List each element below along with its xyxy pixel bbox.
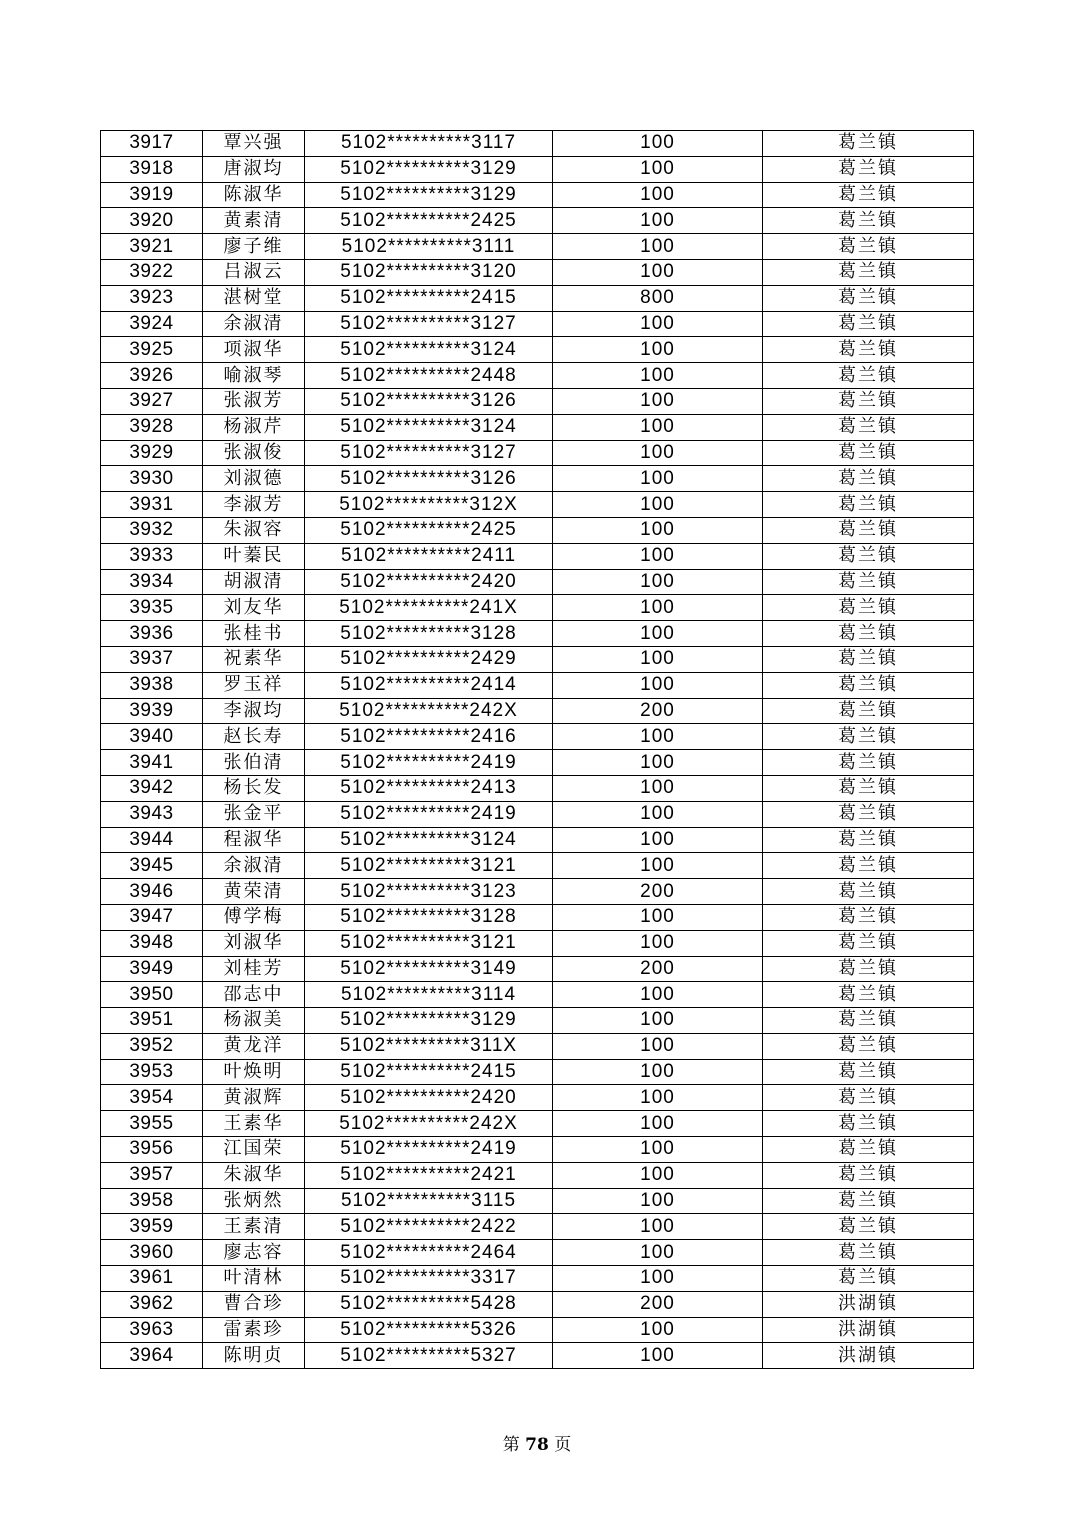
cell-id-number: 5102**********2419 xyxy=(305,801,553,827)
cell-seq-no: 3957 xyxy=(101,1162,203,1188)
cell-name: 赵长寿 xyxy=(203,724,305,750)
cell-amount: 100 xyxy=(553,827,763,853)
cell-seq-no: 3921 xyxy=(101,234,203,260)
table-row xyxy=(101,388,974,414)
cell-seq-no: 3960 xyxy=(101,1240,203,1266)
cell-town: 葛兰镇 xyxy=(763,440,974,466)
cell-id-number: 5102**********3127 xyxy=(305,311,553,337)
cell-amount: 100 xyxy=(553,156,763,182)
cell-amount: 100 xyxy=(553,1111,763,1137)
cell-town: 葛兰镇 xyxy=(763,337,974,363)
cell-amount: 100 xyxy=(553,414,763,440)
cell-town: 葛兰镇 xyxy=(763,259,974,285)
cell-seq-no: 3924 xyxy=(101,311,203,337)
cell-town: 葛兰镇 xyxy=(763,646,974,672)
cell-amount: 100 xyxy=(553,775,763,801)
cell-name: 吕淑云 xyxy=(203,259,305,285)
cell-name: 余淑清 xyxy=(203,853,305,879)
cell-id-number: 5102**********3120 xyxy=(305,259,553,285)
table-row xyxy=(101,492,974,518)
cell-id-number: 5102**********3121 xyxy=(305,853,553,879)
cell-id-number: 5102**********2448 xyxy=(305,363,553,389)
table-row xyxy=(101,234,974,260)
cell-seq-no: 3956 xyxy=(101,1137,203,1163)
cell-name: 程淑华 xyxy=(203,827,305,853)
cell-id-number: 5102**********5428 xyxy=(305,1291,553,1317)
cell-id-number: 5102**********2413 xyxy=(305,775,553,801)
table-row xyxy=(101,440,974,466)
table-row xyxy=(101,827,974,853)
cell-amount: 100 xyxy=(553,1343,763,1369)
cell-seq-no: 3946 xyxy=(101,879,203,905)
cell-seq-no: 3932 xyxy=(101,517,203,543)
cell-amount: 100 xyxy=(553,388,763,414)
cell-id-number: 5102**********2414 xyxy=(305,672,553,698)
table-row xyxy=(101,595,974,621)
cell-name: 王素清 xyxy=(203,1214,305,1240)
cell-seq-no: 3928 xyxy=(101,414,203,440)
cell-seq-no: 3963 xyxy=(101,1317,203,1343)
cell-seq-no: 3926 xyxy=(101,363,203,389)
cell-id-number: 5102**********3126 xyxy=(305,388,553,414)
cell-seq-no: 3955 xyxy=(101,1111,203,1137)
cell-name: 杨淑芹 xyxy=(203,414,305,440)
table-row xyxy=(101,1240,974,1266)
cell-seq-no: 3962 xyxy=(101,1291,203,1317)
cell-id-number: 5102**********2429 xyxy=(305,646,553,672)
cell-seq-no: 3933 xyxy=(101,543,203,569)
cell-town: 葛兰镇 xyxy=(763,879,974,905)
cell-town: 葛兰镇 xyxy=(763,724,974,750)
cell-seq-no: 3937 xyxy=(101,646,203,672)
table-row xyxy=(101,131,974,157)
cell-id-number: 5102**********3114 xyxy=(305,982,553,1008)
cell-town: 葛兰镇 xyxy=(763,750,974,776)
cell-amount: 100 xyxy=(553,853,763,879)
table-row xyxy=(101,930,974,956)
cell-seq-no: 3929 xyxy=(101,440,203,466)
cell-id-number: 5102**********3124 xyxy=(305,414,553,440)
cell-id-number: 5102**********3117 xyxy=(305,131,553,157)
cell-seq-no: 3919 xyxy=(101,182,203,208)
cell-seq-no: 3954 xyxy=(101,1085,203,1111)
cell-amount: 100 xyxy=(553,543,763,569)
table-row xyxy=(101,1008,974,1034)
cell-id-number: 5102**********2415 xyxy=(305,1059,553,1085)
cell-seq-no: 3917 xyxy=(101,131,203,157)
cell-id-number: 5102**********3111 xyxy=(305,234,553,260)
cell-amount: 100 xyxy=(553,337,763,363)
table-row xyxy=(101,1291,974,1317)
table-row xyxy=(101,956,974,982)
cell-id-number: 5102**********3121 xyxy=(305,930,553,956)
cell-town: 葛兰镇 xyxy=(763,827,974,853)
cell-town: 葛兰镇 xyxy=(763,285,974,311)
cell-id-number: 5102**********3126 xyxy=(305,466,553,492)
table-row xyxy=(101,724,974,750)
cell-id-number: 5102**********3128 xyxy=(305,621,553,647)
beneficiary-table xyxy=(100,130,974,1369)
cell-town: 葛兰镇 xyxy=(763,363,974,389)
cell-name: 邵志中 xyxy=(203,982,305,1008)
cell-name: 曹合珍 xyxy=(203,1291,305,1317)
cell-id-number: 5102**********2419 xyxy=(305,750,553,776)
cell-amount: 100 xyxy=(553,982,763,1008)
cell-name: 喻淑琴 xyxy=(203,363,305,389)
cell-town: 洪湖镇 xyxy=(763,1343,974,1369)
cell-amount: 100 xyxy=(553,595,763,621)
cell-seq-no: 3925 xyxy=(101,337,203,363)
cell-id-number: 5102**********242X xyxy=(305,698,553,724)
table-row xyxy=(101,1317,974,1343)
cell-name: 湛树堂 xyxy=(203,285,305,311)
cell-id-number: 5102**********3129 xyxy=(305,1008,553,1034)
cell-amount: 200 xyxy=(553,698,763,724)
cell-town: 葛兰镇 xyxy=(763,388,974,414)
cell-town: 葛兰镇 xyxy=(763,182,974,208)
cell-seq-no: 3959 xyxy=(101,1214,203,1240)
cell-name: 廖子维 xyxy=(203,234,305,260)
cell-seq-no: 3920 xyxy=(101,208,203,234)
cell-id-number: 5102**********2411 xyxy=(305,543,553,569)
cell-seq-no: 3931 xyxy=(101,492,203,518)
table-body xyxy=(101,131,974,1369)
cell-seq-no: 3918 xyxy=(101,156,203,182)
cell-town: 洪湖镇 xyxy=(763,1291,974,1317)
cell-seq-no: 3948 xyxy=(101,930,203,956)
table-row xyxy=(101,750,974,776)
cell-name: 王素华 xyxy=(203,1111,305,1137)
cell-amount: 100 xyxy=(553,750,763,776)
cell-id-number: 5102**********2422 xyxy=(305,1214,553,1240)
cell-id-number: 5102**********2420 xyxy=(305,1085,553,1111)
cell-seq-no: 3947 xyxy=(101,904,203,930)
cell-name: 陈明贞 xyxy=(203,1343,305,1369)
cell-id-number: 5102**********3124 xyxy=(305,827,553,853)
cell-amount: 100 xyxy=(553,1317,763,1343)
cell-amount: 100 xyxy=(553,466,763,492)
cell-amount: 100 xyxy=(553,621,763,647)
cell-amount: 100 xyxy=(553,363,763,389)
cell-name: 廖志容 xyxy=(203,1240,305,1266)
cell-amount: 100 xyxy=(553,311,763,337)
table-row xyxy=(101,1266,974,1292)
cell-town: 葛兰镇 xyxy=(763,466,974,492)
cell-id-number: 5102**********3317 xyxy=(305,1266,553,1292)
cell-name: 傅学梅 xyxy=(203,904,305,930)
cell-seq-no: 3953 xyxy=(101,1059,203,1085)
cell-name: 叶焕明 xyxy=(203,1059,305,1085)
cell-amount: 100 xyxy=(553,1162,763,1188)
cell-name: 朱淑华 xyxy=(203,1162,305,1188)
cell-town: 葛兰镇 xyxy=(763,956,974,982)
cell-id-number: 5102**********2464 xyxy=(305,1240,553,1266)
table-row xyxy=(101,182,974,208)
cell-amount: 100 xyxy=(553,131,763,157)
cell-seq-no: 3950 xyxy=(101,982,203,1008)
table-row xyxy=(101,363,974,389)
table-row xyxy=(101,698,974,724)
table-row xyxy=(101,1343,974,1369)
cell-amount: 200 xyxy=(553,879,763,905)
cell-seq-no: 3938 xyxy=(101,672,203,698)
table-row xyxy=(101,1137,974,1163)
cell-id-number: 5102**********2415 xyxy=(305,285,553,311)
cell-amount: 100 xyxy=(553,1266,763,1292)
cell-name: 黄荣清 xyxy=(203,879,305,905)
cell-name: 叶蓁民 xyxy=(203,543,305,569)
cell-name: 刘桂芳 xyxy=(203,956,305,982)
cell-name: 刘淑德 xyxy=(203,466,305,492)
cell-name: 唐淑均 xyxy=(203,156,305,182)
cell-id-number: 5102**********2425 xyxy=(305,208,553,234)
cell-id-number: 5102**********2421 xyxy=(305,1162,553,1188)
cell-seq-no: 3930 xyxy=(101,466,203,492)
cell-seq-no: 3940 xyxy=(101,724,203,750)
cell-amount: 100 xyxy=(553,1059,763,1085)
page-label-prefix: 第 xyxy=(502,1435,520,1455)
cell-town: 葛兰镇 xyxy=(763,1137,974,1163)
cell-seq-no: 3958 xyxy=(101,1188,203,1214)
table-row xyxy=(101,1111,974,1137)
table-row xyxy=(101,1059,974,1085)
cell-amount: 100 xyxy=(553,492,763,518)
cell-town: 葛兰镇 xyxy=(763,1188,974,1214)
cell-name: 罗玉祥 xyxy=(203,672,305,698)
cell-town: 葛兰镇 xyxy=(763,904,974,930)
cell-name: 张淑俊 xyxy=(203,440,305,466)
cell-id-number: 5102**********241X xyxy=(305,595,553,621)
cell-town: 葛兰镇 xyxy=(763,1085,974,1111)
table-row xyxy=(101,569,974,595)
page-footer xyxy=(0,1430,1074,1455)
cell-amount: 100 xyxy=(553,440,763,466)
cell-id-number: 5102**********3124 xyxy=(305,337,553,363)
cell-seq-no: 3935 xyxy=(101,595,203,621)
cell-town: 葛兰镇 xyxy=(763,1214,974,1240)
cell-name: 张淑芳 xyxy=(203,388,305,414)
table-row xyxy=(101,775,974,801)
table-row xyxy=(101,1214,974,1240)
cell-name: 张炳然 xyxy=(203,1188,305,1214)
cell-seq-no: 3945 xyxy=(101,853,203,879)
cell-town: 葛兰镇 xyxy=(763,982,974,1008)
cell-name: 胡淑清 xyxy=(203,569,305,595)
table-row xyxy=(101,311,974,337)
table-row xyxy=(101,1085,974,1111)
cell-amount: 100 xyxy=(553,1008,763,1034)
cell-seq-no: 3964 xyxy=(101,1343,203,1369)
table-row xyxy=(101,1188,974,1214)
cell-amount: 100 xyxy=(553,1085,763,1111)
cell-town: 葛兰镇 xyxy=(763,1266,974,1292)
cell-amount: 100 xyxy=(553,234,763,260)
cell-name: 黄龙洋 xyxy=(203,1033,305,1059)
cell-seq-no: 3952 xyxy=(101,1033,203,1059)
cell-seq-no: 3923 xyxy=(101,285,203,311)
cell-id-number: 5102**********311X xyxy=(305,1033,553,1059)
cell-town: 葛兰镇 xyxy=(763,621,974,647)
cell-amount: 100 xyxy=(553,182,763,208)
cell-amount: 100 xyxy=(553,801,763,827)
cell-name: 张伯清 xyxy=(203,750,305,776)
cell-amount: 100 xyxy=(553,1240,763,1266)
table-row xyxy=(101,259,974,285)
cell-town: 葛兰镇 xyxy=(763,234,974,260)
cell-name: 祝素华 xyxy=(203,646,305,672)
cell-town: 葛兰镇 xyxy=(763,1111,974,1137)
cell-seq-no: 3942 xyxy=(101,775,203,801)
cell-name: 张金平 xyxy=(203,801,305,827)
cell-id-number: 5102**********3149 xyxy=(305,956,553,982)
table-row xyxy=(101,543,974,569)
table-row xyxy=(101,621,974,647)
table-row xyxy=(101,414,974,440)
cell-amount: 100 xyxy=(553,517,763,543)
cell-seq-no: 3927 xyxy=(101,388,203,414)
cell-amount: 100 xyxy=(553,904,763,930)
cell-amount: 100 xyxy=(553,1214,763,1240)
cell-name: 李淑芳 xyxy=(203,492,305,518)
cell-id-number: 5102**********5326 xyxy=(305,1317,553,1343)
cell-town: 葛兰镇 xyxy=(763,930,974,956)
cell-name: 张桂书 xyxy=(203,621,305,647)
table-row xyxy=(101,517,974,543)
cell-town: 葛兰镇 xyxy=(763,1059,974,1085)
table-row xyxy=(101,853,974,879)
cell-id-number: 5102**********3129 xyxy=(305,156,553,182)
cell-name: 陈淑华 xyxy=(203,182,305,208)
cell-seq-no: 3943 xyxy=(101,801,203,827)
cell-town: 葛兰镇 xyxy=(763,517,974,543)
cell-amount: 100 xyxy=(553,259,763,285)
cell-name: 李淑均 xyxy=(203,698,305,724)
cell-amount: 100 xyxy=(553,930,763,956)
cell-town: 葛兰镇 xyxy=(763,569,974,595)
cell-town: 葛兰镇 xyxy=(763,853,974,879)
cell-amount: 200 xyxy=(553,1291,763,1317)
table-row xyxy=(101,646,974,672)
cell-id-number: 5102**********242X xyxy=(305,1111,553,1137)
cell-town: 葛兰镇 xyxy=(763,775,974,801)
page-number: 78 xyxy=(525,1435,549,1455)
cell-name: 朱淑容 xyxy=(203,517,305,543)
cell-seq-no: 3939 xyxy=(101,698,203,724)
table-row xyxy=(101,801,974,827)
table-row xyxy=(101,879,974,905)
cell-town: 葛兰镇 xyxy=(763,1033,974,1059)
cell-amount: 800 xyxy=(553,285,763,311)
cell-town: 葛兰镇 xyxy=(763,208,974,234)
cell-town: 洪湖镇 xyxy=(763,1317,974,1343)
cell-id-number: 5102**********3127 xyxy=(305,440,553,466)
cell-amount: 100 xyxy=(553,646,763,672)
cell-name: 刘淑华 xyxy=(203,930,305,956)
cell-town: 葛兰镇 xyxy=(763,543,974,569)
table-row xyxy=(101,208,974,234)
cell-town: 葛兰镇 xyxy=(763,414,974,440)
cell-town: 葛兰镇 xyxy=(763,131,974,157)
cell-amount: 200 xyxy=(553,956,763,982)
table-row xyxy=(101,466,974,492)
cell-name: 覃兴强 xyxy=(203,131,305,157)
cell-name: 江国荣 xyxy=(203,1137,305,1163)
cell-id-number: 5102**********2420 xyxy=(305,569,553,595)
table-row xyxy=(101,337,974,363)
cell-seq-no: 3951 xyxy=(101,1008,203,1034)
cell-id-number: 5102**********5327 xyxy=(305,1343,553,1369)
cell-name: 刘友华 xyxy=(203,595,305,621)
cell-town: 葛兰镇 xyxy=(763,801,974,827)
cell-id-number: 5102**********3128 xyxy=(305,904,553,930)
cell-id-number: 5102**********3129 xyxy=(305,182,553,208)
cell-name: 雷素珍 xyxy=(203,1317,305,1343)
cell-seq-no: 3949 xyxy=(101,956,203,982)
cell-seq-no: 3944 xyxy=(101,827,203,853)
cell-name: 余淑清 xyxy=(203,311,305,337)
cell-name: 叶清林 xyxy=(203,1266,305,1292)
cell-amount: 100 xyxy=(553,724,763,750)
cell-name: 杨长发 xyxy=(203,775,305,801)
cell-town: 葛兰镇 xyxy=(763,492,974,518)
table-row xyxy=(101,672,974,698)
cell-id-number: 5102**********2425 xyxy=(305,517,553,543)
cell-name: 项淑华 xyxy=(203,337,305,363)
cell-name: 黄素清 xyxy=(203,208,305,234)
cell-town: 葛兰镇 xyxy=(763,672,974,698)
cell-amount: 100 xyxy=(553,1137,763,1163)
table-row xyxy=(101,904,974,930)
cell-amount: 100 xyxy=(553,672,763,698)
cell-seq-no: 3961 xyxy=(101,1266,203,1292)
cell-id-number: 5102**********3115 xyxy=(305,1188,553,1214)
cell-town: 葛兰镇 xyxy=(763,595,974,621)
cell-town: 葛兰镇 xyxy=(763,311,974,337)
table-row xyxy=(101,1162,974,1188)
cell-seq-no: 3922 xyxy=(101,259,203,285)
cell-name: 杨淑美 xyxy=(203,1008,305,1034)
cell-town: 葛兰镇 xyxy=(763,1008,974,1034)
table-row xyxy=(101,982,974,1008)
cell-amount: 100 xyxy=(553,1188,763,1214)
cell-amount: 100 xyxy=(553,208,763,234)
table-row xyxy=(101,285,974,311)
cell-id-number: 5102**********2416 xyxy=(305,724,553,750)
cell-seq-no: 3941 xyxy=(101,750,203,776)
cell-id-number: 5102**********2419 xyxy=(305,1137,553,1163)
cell-id-number: 5102**********312X xyxy=(305,492,553,518)
cell-name: 黄淑辉 xyxy=(203,1085,305,1111)
table-row xyxy=(101,156,974,182)
cell-town: 葛兰镇 xyxy=(763,1240,974,1266)
table-row xyxy=(101,1033,974,1059)
cell-town: 葛兰镇 xyxy=(763,698,974,724)
page-label-suffix: 页 xyxy=(554,1435,572,1455)
cell-seq-no: 3936 xyxy=(101,621,203,647)
cell-seq-no: 3934 xyxy=(101,569,203,595)
cell-amount: 100 xyxy=(553,569,763,595)
cell-id-number: 5102**********3123 xyxy=(305,879,553,905)
cell-town: 葛兰镇 xyxy=(763,1162,974,1188)
cell-town: 葛兰镇 xyxy=(763,156,974,182)
cell-amount: 100 xyxy=(553,1033,763,1059)
